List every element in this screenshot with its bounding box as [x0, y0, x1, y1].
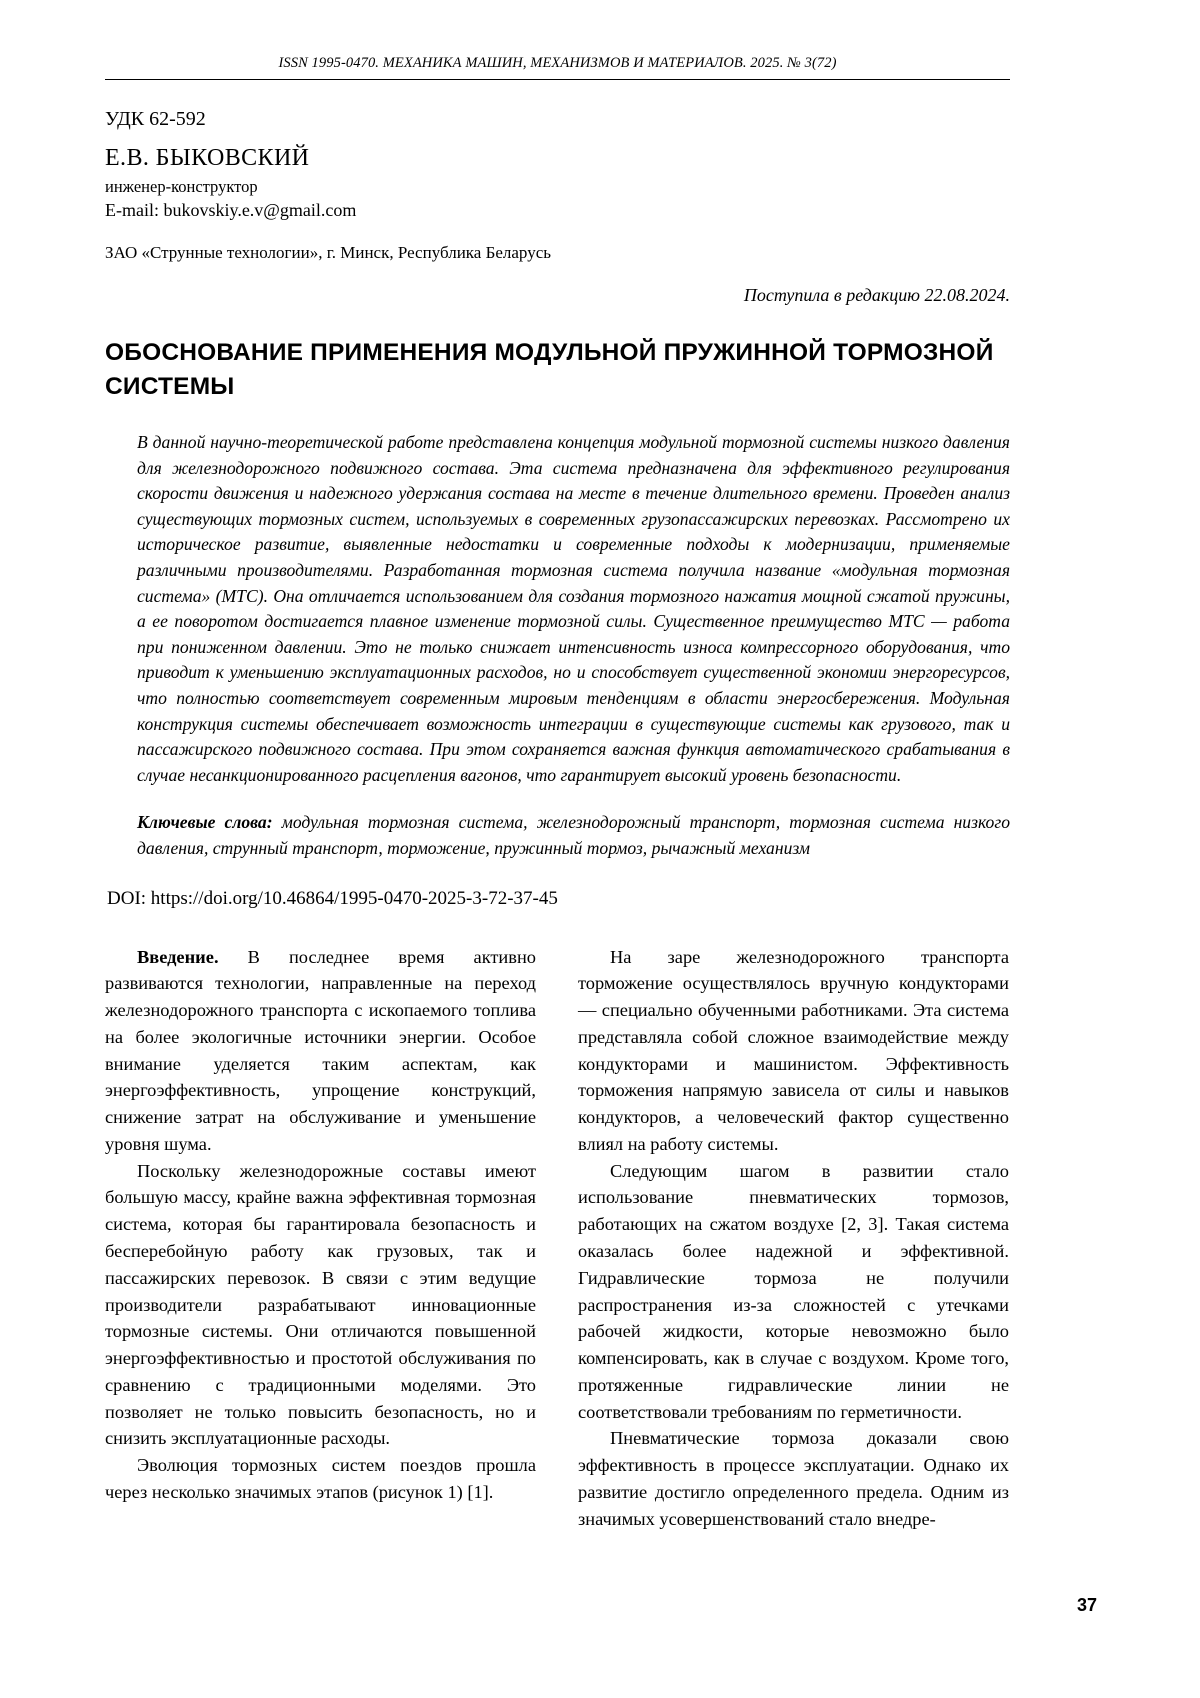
- abstract-text: В данной научно-теоретической работе представлена концепция модульной тормозной системы низкого давления для железнодорожного подвижного состава. Эта система предназначена для эффективного регулирования скорости движения и надежного удержания состава на месте в течение длительного времени. Проведен анализ существующих тормозных систем, используемых в современных грузопассажирских перевозках. Рассмотрено их историческое развитие, выявленные недостатки и современные подходы к модернизации, применяемые различными производителями. Разработанная тормозная система получила название «модульная тормозная система» (МТС). Она отличается использованием для создания тормозного нажатия мощной сжатой пружины, а ее поворотом достигается плавное изменение тормозной силы. Существенное преимущество МТС — работа при пониженном давлении. Это не только снижает интенсивность износа компрессорного оборудования, что приводит к уменьшению эксплуатационных расходов, но и способствует существенной экономии энергоресурсов, что полностью соответствует современным мировым тенденциям в области энергосбережения. Модульная конструкция системы обеспечивает возможность интеграции в существующие системы как грузового, так и пассажирского подвижного состава. При этом сохраняется важная функция автоматического срабатывания в случае несанкционированного расцепления вагонов, что гарантирует высокий уровень безопасности.: [137, 432, 1010, 785]
- paragraph: [578, 944, 1009, 1158]
- paragraph: [105, 944, 536, 1158]
- paragraph: [105, 1452, 536, 1506]
- udk-code: УДК 62-592: [105, 108, 206, 130]
- paragraph: [578, 1158, 1009, 1426]
- received-date: Поступила в редакцию 22.08.2024.: [743, 285, 1010, 306]
- column-left: [105, 944, 536, 1533]
- author-name: Е.В. БЫКОВСКИЙ: [105, 145, 310, 171]
- running-head: ISSN 1995-0470. МЕХАНИКА МАШИН, МЕХАНИЗМОВ И МАТЕРИАЛОВ. 2025. № 3(72): [105, 55, 1010, 80]
- author-position: инженер-конструктор: [105, 177, 258, 196]
- paragraph: [105, 1158, 536, 1452]
- paragraph-text: Следующим шагом в развитии стало использование пневматических тормозов, работающих на сжатом воздухе [2, 3]. Такая система оказалась более надежной и эффективной. Гидравлические тормоза не получили распространения из-за сложностей с утечками рабочей жидкости, которые невозможно было компенсировать, как в случае с воздухом. Кроме того, протяженные гидравлические линии не соответствовали требованиям по герметичности.: [578, 1160, 1009, 1422]
- author-email: E-mail: bukovskiy.e.v@gmail.com: [105, 200, 357, 221]
- page-content: [105, 55, 1010, 1532]
- section-lead-label: Введение.: [137, 946, 219, 967]
- page-number: 37: [1076, 1595, 1097, 1615]
- keywords-text: модульная тормозная система, железнодорожный транспорт, тормозная система низкого давления, струнный транспорт, торможение, пружинный тормоз, рычажный механизм: [137, 812, 1010, 858]
- paragraph: [578, 1425, 1009, 1532]
- keywords-block: [137, 810, 1010, 861]
- page-title: ОБОСНОВАНИЕ ПРИМЕНЕНИЯ МОДУЛЬНОЙ ПРУЖИННОЙ ТОРМОЗНОЙ СИСТЕМЫ: [105, 339, 994, 401]
- doi-link[interactable]: DOI: https://doi.org/10.46864/1995-0470-2025-3-72-37-45: [107, 887, 558, 909]
- column-right: [578, 944, 1009, 1533]
- paragraph-text: В последнее время активно развиваются технологии, направленные на переход железнодорожного транспорта с ископаемого топлива на более экологичные источники энергии. Особое внимание уделяется таким аспектам, как энергоэффективность, упрощение конструкций, снижение затрат на обслуживание и уменьшение уровня шума.: [105, 946, 536, 1154]
- paragraph-text: Поскольку железнодорожные составы имеют большую массу, крайне важна эффективная тормозная система, которая бы гарантировала безопасность и бесперебойную работу как грузовых, так и пассажирских перевозок. В связи с этим ведущие производители разрабатывают инновационные тормозные системы. Они отличаются повышенной энергоэффективностью и простотой обслуживания по сравнению с традиционными моделями. Это позволяет не только повысить безопасность, но и снизить эксплуатационные расходы.: [105, 1160, 536, 1449]
- paragraph-text: На заре железнодорожного транспорта торможение осуществлялось вручную кондукторами — специально обученными работниками. Эта система представляла собой сложное взаимодействие между кондукторами и машинистом. Эффективность торможения напрямую зависела от силы и навыков кондукторов, а человеческий фактор существенно влиял на работу системы.: [578, 946, 1009, 1154]
- paragraph-text: Эволюция тормозных систем поездов прошла через несколько значимых этапов (рисунок 1) [1].: [105, 1455, 536, 1502]
- author-affiliation: ЗАО «Струнные технологии», г. Минск, Республика Беларусь: [105, 243, 551, 263]
- keywords-label: Ключевые слова:: [137, 812, 273, 833]
- paragraph-text: Пневматические тормоза доказали свою эффективность в процессе эксплуатации. Однако их развитие достигло определенного предела. Одним из значимых усовершенствований стало внедре-: [578, 1428, 1009, 1529]
- body-columns: [105, 944, 1010, 1533]
